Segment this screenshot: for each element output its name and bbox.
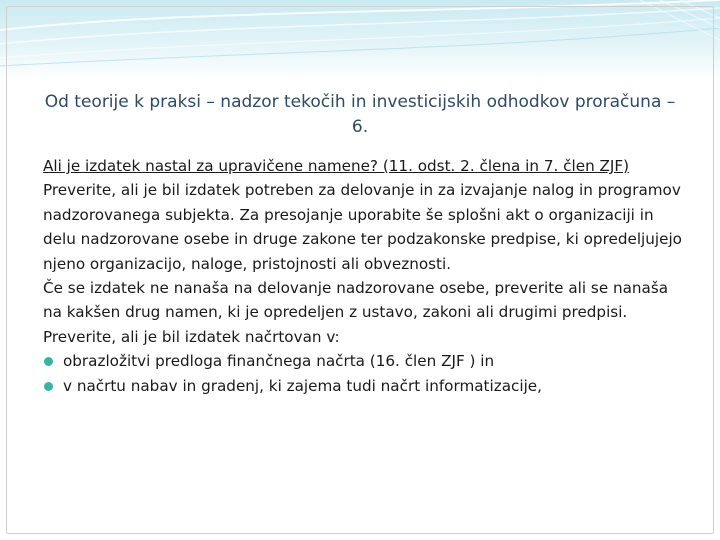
paragraph-planned-in: Preverite, ali je bil izdatek načrtovan v: <box>43 327 340 346</box>
list-item <box>43 349 683 373</box>
paragraph-other-purpose: Če se izdatek ne nanaša na delovanje nadzorovane osebe, preverite ali se nanaša na kakšen drug namen, ki je opredeljen z ustavo, zakoni ali drugimi predpisi. <box>43 279 669 322</box>
bullet-text: v načrtu nabav in gradenj, ki zajema tudi načrt informatizacije, <box>63 376 542 395</box>
slide-body <box>43 154 683 398</box>
bullet-icon <box>44 382 53 391</box>
list-item <box>43 374 683 398</box>
bullet-list <box>43 349 683 398</box>
decorative-swoosh <box>0 0 720 80</box>
question-line: Ali je izdatek nastal za upravičene namene? (11. odst. 2. člena in 7. člen ZJF) <box>43 157 630 175</box>
bullet-icon <box>44 357 53 366</box>
bullet-text: obrazložitvi predloga finančnega načrta (16. člen ZJF ) in <box>63 352 495 371</box>
slide-title: Od teorije k praksi – nadzor tekočih in investicijskih odhodkov proračuna – 6. <box>44 92 676 137</box>
paragraph-verify-necessity: Preverite, ali je bil izdatek potreben za delovanje in za izvajanje nalog in programov nadzorovanega subjekta. Za presojanje uporabite še splošni akt o organizaciji in delu nadzorovane osebe in druge zakone ter podzakonske predpise, ki opredeljujejo njeno organizacijo, naloge, pristojnosti ali obveznosti. <box>43 181 682 273</box>
